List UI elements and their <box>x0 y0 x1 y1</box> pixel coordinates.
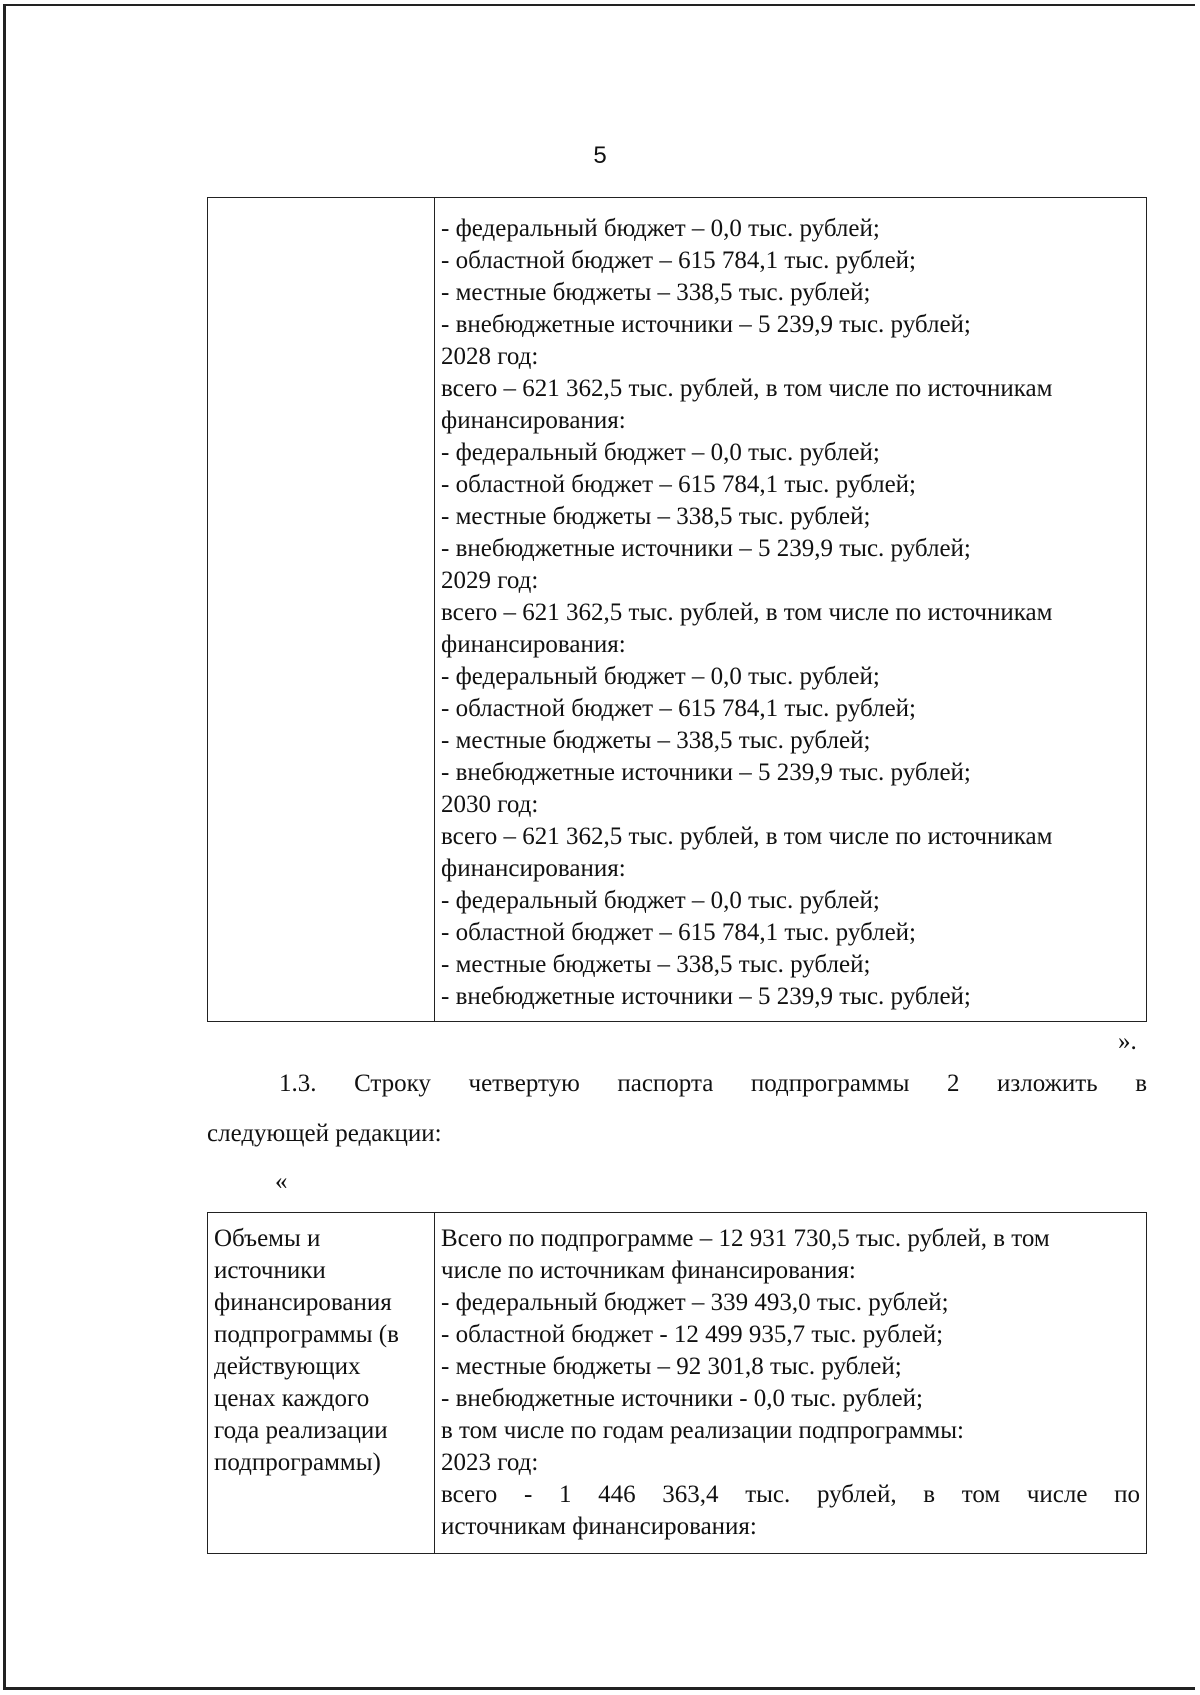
text-line: - областной бюджет - 12 499 935,7 тыс. рублей; <box>441 1321 944 1348</box>
label-line: действующих <box>214 1353 361 1380</box>
label-line: Объемы и <box>214 1225 321 1252</box>
table-cell-label <box>208 198 435 1022</box>
text-line: - областной бюджет – 615 784,1 тыс. рублей; <box>441 695 916 722</box>
text-line: - местные бюджеты – 338,5 тыс. рублей; <box>441 727 871 754</box>
text-line: - местные бюджеты – 92 301,8 тыс. рублей; <box>441 1353 902 1380</box>
text-line: финансирования: <box>441 407 626 434</box>
text-line: - внебюджетные источники – 5 239,9 тыс. рублей; <box>441 535 971 562</box>
text-line: Всего по подпрограмме – 12 931 730,5 тыс. рублей, в том <box>441 1225 1050 1252</box>
label-line: года реализации <box>214 1417 388 1444</box>
table-cell-funding <box>435 198 1147 1022</box>
text-line: источникам финансирования: <box>441 1513 757 1540</box>
section-heading: 1.3. Строку четвертую паспорта подпрограммы 2 изложить в <box>279 1070 1147 1097</box>
text-line: всего - 1 446 363,4 тыс. рублей, в том числе по <box>441 1481 1140 1508</box>
text-line: - местные бюджеты – 338,5 тыс. рублей; <box>441 951 871 978</box>
text-line: всего – 621 362,5 тыс. рублей, в том числе по источникам <box>441 823 1053 850</box>
table-row <box>208 198 1147 1022</box>
text-line: финансирования: <box>441 855 626 882</box>
table-row <box>208 1213 1147 1554</box>
funding-table-continued <box>207 197 1147 1022</box>
text-line: - федеральный бюджет – 0,0 тыс. рублей; <box>441 439 880 466</box>
table-cell-label <box>208 1213 435 1554</box>
funding-volume-table <box>207 1212 1147 1554</box>
opening-quote: « <box>275 1168 288 1195</box>
year-heading: 2029 год: <box>441 567 539 594</box>
year-heading: 2028 год: <box>441 343 539 370</box>
closing-quote: ». <box>1118 1028 1137 1055</box>
year-heading: 2023 год: <box>441 1449 539 1476</box>
label-line: ценах каждого <box>214 1385 370 1412</box>
page-number: 5 <box>593 142 607 169</box>
text-line: всего – 621 362,5 тыс. рублей, в том числе по источникам <box>441 599 1053 626</box>
text-line: числе по источникам финансирования: <box>441 1257 856 1284</box>
text-line: - внебюджетные источники – 5 239,9 тыс. рублей; <box>441 759 971 786</box>
label-line: подпрограммы (в <box>214 1321 399 1348</box>
text-line: - местные бюджеты – 338,5 тыс. рублей; <box>441 503 871 530</box>
text-line: в том числе по годам реализации подпрограммы: <box>441 1417 964 1444</box>
text-line: - федеральный бюджет – 0,0 тыс. рублей; <box>441 663 880 690</box>
text-line: - областной бюджет – 615 784,1 тыс. рублей; <box>441 471 916 498</box>
text-line: всего – 621 362,5 тыс. рублей, в том числе по источникам <box>441 375 1053 402</box>
label-line: источники <box>214 1257 326 1284</box>
section-continuation: следующей редакции: <box>207 1120 442 1147</box>
text-line: - местные бюджеты – 338,5 тыс. рублей; <box>441 279 871 306</box>
label-line: подпрограммы) <box>214 1449 381 1476</box>
text-line: - федеральный бюджет – 339 493,0 тыс. рублей; <box>441 1289 949 1316</box>
table-cell-funding <box>435 1213 1147 1554</box>
text-line: - федеральный бюджет – 0,0 тыс. рублей; <box>441 215 880 242</box>
text-line: финансирования: <box>441 631 626 658</box>
label-line: финансирования <box>214 1289 392 1316</box>
text-line: - федеральный бюджет – 0,0 тыс. рублей; <box>441 887 880 914</box>
text-line: - областной бюджет – 615 784,1 тыс. рублей; <box>441 919 916 946</box>
year-heading: 2030 год: <box>441 791 539 818</box>
text-line: - внебюджетные источники – 5 239,9 тыс. рублей; <box>441 311 971 338</box>
text-line: - областной бюджет – 615 784,1 тыс. рублей; <box>441 247 916 274</box>
text-line: - внебюджетные источники – 5 239,9 тыс. рублей; <box>441 983 971 1010</box>
text-line: - внебюджетные источники - 0,0 тыс. рублей; <box>441 1385 923 1412</box>
